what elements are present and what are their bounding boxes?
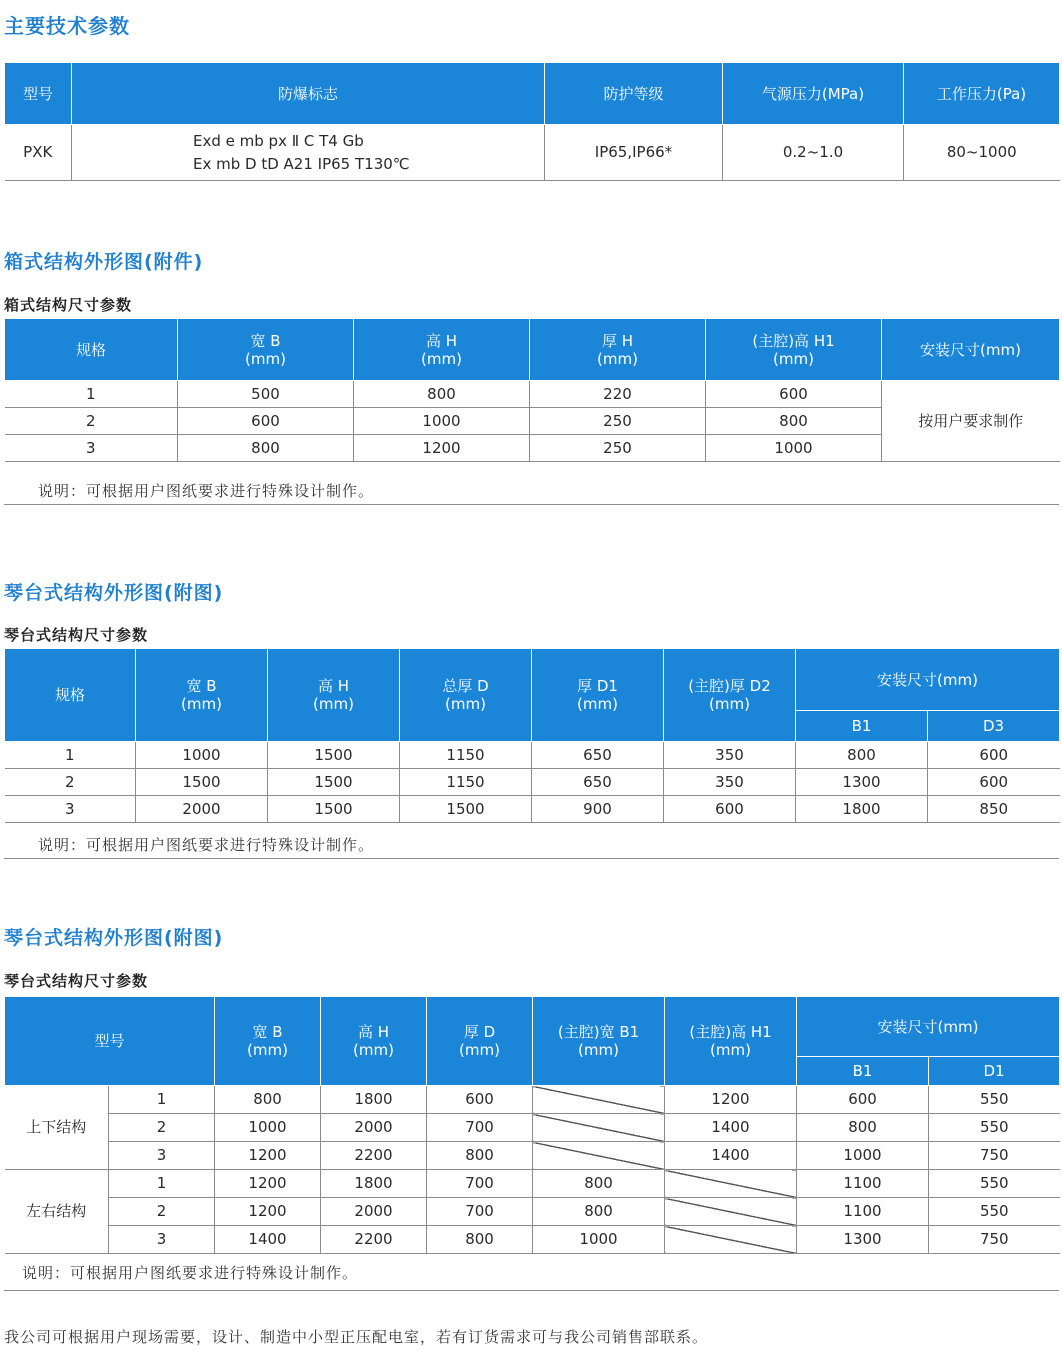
group-label-vertical: 上下结构 <box>5 1086 109 1170</box>
header-spec: 规格 <box>5 649 136 742</box>
box-dims-table <box>4 318 1060 462</box>
empty-diagonal-cell <box>665 1198 797 1226</box>
header-b1: B1 <box>797 1057 929 1086</box>
header-model: 型号 <box>5 997 215 1086</box>
header-work-pressure: 工作压力(Pa) <box>904 63 1060 125</box>
section-subtitle-console-2: 琴台式结构尺寸参数 <box>4 972 149 990</box>
table-row: 2 1200 2000 700 800 1100 550 <box>5 1198 1060 1226</box>
empty-diagonal-cell <box>665 1170 797 1198</box>
empty-diagonal-cell <box>533 1086 665 1114</box>
table-row: 左右结构 1 1200 1800 700 800 1100 550 <box>5 1170 1060 1198</box>
cell-protection: IP65,IP66* <box>545 125 723 181</box>
table-row: 2 1000 2000 700 1400 800 550 <box>5 1114 1060 1142</box>
divider <box>4 858 1059 859</box>
ex-mark-line2: Ex mb D tD A21 IP65 T130℃ <box>193 154 410 173</box>
header-install: 安装尺寸(mm) <box>796 649 1060 711</box>
empty-diagonal-cell <box>665 1226 797 1254</box>
table-row: 2 600 1000 250 800 <box>5 408 1060 435</box>
header-main-height: (主腔)高 H1 (mm) <box>706 319 882 381</box>
table-row: 3 1400 2200 800 1000 1300 750 <box>5 1226 1060 1254</box>
section-subtitle-box: 箱式结构尺寸参数 <box>4 296 133 314</box>
section-title-console-2: 琴台式结构外形图(附图) <box>4 927 224 949</box>
header-spec: 规格 <box>5 319 178 381</box>
header-main-height: (主腔)高 H1 (mm) <box>665 997 797 1086</box>
header-main-thickness: (主腔)厚 D2 (mm) <box>664 649 796 742</box>
divider <box>4 1290 1059 1291</box>
cell-ex-mark <box>72 125 545 181</box>
header-total-thickness: 总厚 D (mm) <box>400 649 532 742</box>
section-title-box: 箱式结构外形图(附件) <box>4 251 204 273</box>
header-air-pressure: 气源压力(MPa) <box>723 63 904 125</box>
header-height: 高 H (mm) <box>321 997 427 1086</box>
table-row: 3 2000 1500 1500 900 600 1800 850 <box>5 796 1060 823</box>
header-install: 安装尺寸(mm) <box>797 997 1060 1057</box>
header-height: 高 H (mm) <box>354 319 530 381</box>
cell-model: PXK <box>5 125 72 181</box>
divider <box>4 504 1059 505</box>
note-console-2: 说明：可根据用户图纸要求进行特殊设计制作。 <box>22 1264 359 1282</box>
empty-diagonal-cell <box>533 1142 665 1170</box>
main-params-table <box>4 62 1060 181</box>
header-width: 宽 B (mm) <box>215 997 321 1086</box>
table-row: 上下结构 1 800 1800 600 1200 600 550 <box>5 1086 1060 1114</box>
group-label-horizontal: 左右结构 <box>5 1170 109 1254</box>
table-row: 1 1000 1500 1150 650 350 800 600 <box>5 742 1060 769</box>
header-width: 宽 B (mm) <box>178 319 354 381</box>
note-console: 说明：可根据用户图纸要求进行特殊设计制作。 <box>38 836 375 854</box>
cell-air-pressure: 0.2~1.0 <box>723 125 904 181</box>
header-d3: D3 <box>928 711 1060 742</box>
header-width: 宽 B (mm) <box>136 649 268 742</box>
table-row: 2 1500 1500 1150 650 350 1300 600 <box>5 769 1060 796</box>
console-dims-table <box>4 648 1060 823</box>
note-box: 说明：可根据用户图纸要求进行特殊设计制作。 <box>38 482 375 500</box>
section-title-console: 琴台式结构外形图(附图) <box>4 582 224 604</box>
table-row: 1 500 800 220 600 按用户要求制作 <box>5 381 1060 408</box>
header-d1: D1 <box>929 1057 1060 1086</box>
footer-text: 我公司可根据用户现场需要，设计、制造中小型正压配电室，若有订货需求可与我公司销售部联系。 <box>4 1328 709 1346</box>
section-subtitle-console: 琴台式结构尺寸参数 <box>4 626 149 644</box>
empty-diagonal-cell <box>533 1114 665 1142</box>
header-thickness: 厚 H (mm) <box>530 319 706 381</box>
ex-mark-line1: Exd e mb px Ⅱ C T4 Gb <box>193 131 364 150</box>
header-thickness-d1: 厚 D1 (mm) <box>532 649 664 742</box>
section-title-main-params: 主要技术参数 <box>4 14 130 38</box>
header-model: 型号 <box>5 63 72 125</box>
table-row: 3 800 1200 250 1000 <box>5 435 1060 462</box>
header-install: 安装尺寸(mm) <box>882 319 1060 381</box>
header-thickness: 厚 D (mm) <box>427 997 533 1086</box>
cell-install: 按用户要求制作 <box>882 381 1060 462</box>
header-main-width: (主腔)宽 B1 (mm) <box>533 997 665 1086</box>
header-protection: 防护等级 <box>545 63 723 125</box>
cell-work-pressure: 80~1000 <box>904 125 1060 181</box>
table-row: 3 1200 2200 800 1400 1000 750 <box>5 1142 1060 1170</box>
header-b1: B1 <box>796 711 928 742</box>
console-type-table <box>4 996 1060 1254</box>
header-height: 高 H (mm) <box>268 649 400 742</box>
header-ex-mark: 防爆标志 <box>72 63 545 125</box>
